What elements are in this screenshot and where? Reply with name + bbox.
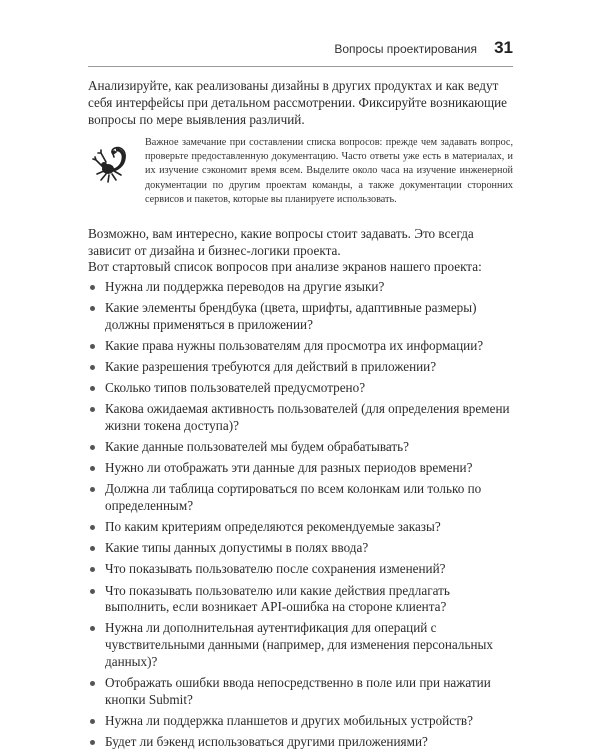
- bullet-icon: [90, 525, 95, 530]
- list-item: [88, 583, 513, 617]
- bullet-icon: [90, 466, 95, 471]
- paragraph-3: Вот стартовый список вопросов при анализе экранов нашего проекта:: [88, 259, 482, 274]
- list-item: [88, 439, 513, 456]
- bullet-icon: [90, 306, 95, 311]
- list-item-text: Какие данные пользователей мы будем обрабатывать?: [105, 439, 410, 455]
- bullet-icon: [90, 285, 95, 290]
- list-item-text: Должна ли таблица сортироваться по всем колонкам или только по определенным?: [105, 481, 482, 514]
- paragraph-2: Возможно, вам интересно, какие вопросы стоит задавать. Это всегда зависит от дизайна и бизнес-логики проекта.: [88, 226, 474, 259]
- list-item-text: Отображать ошибки ввода непосредственно в поле или при нажатии кнопки Submit?: [105, 675, 491, 707]
- list-item: [88, 359, 513, 376]
- bullet-icon: [90, 386, 95, 391]
- chapter-title: Вопросы проектирования: [334, 42, 477, 56]
- list-item: [88, 519, 513, 536]
- list-item: [88, 561, 513, 578]
- bullet-icon: [90, 546, 95, 551]
- list-item: [88, 481, 513, 515]
- list-item-text: Какие разрешения требуются для действий в приложении?: [105, 359, 437, 375]
- intro-paragraph: Анализируйте, как реализованы дизайны в других продуктах и как ведут себя интерфейсы при детальном рассмотрении. Фиксируйте возникающие вопросы по мере выявления различий.: [88, 78, 508, 128]
- list-item: [88, 540, 513, 557]
- list-item-text: По каким критериям определяются рекомендуемые заказы?: [105, 519, 441, 535]
- page-number: 31: [494, 38, 513, 57]
- bullet-icon: [90, 567, 95, 572]
- list-item: [88, 279, 513, 296]
- scorpion-icon: [88, 140, 134, 186]
- list-item-text: Какие типы данных допустимы в полях ввода?: [105, 540, 369, 556]
- list-item: [88, 460, 513, 477]
- list-item-text: Сколько типов пользователей предусмотрено?: [105, 380, 366, 396]
- questions-list: [88, 279, 513, 755]
- list-item: [88, 713, 513, 730]
- bullet-icon: [90, 626, 95, 631]
- list-item-text: Что показывать пользователю после сохранения изменений?: [105, 561, 446, 577]
- list-item-text: Какова ожидаемая активность пользователей (для определения времени жизни токена доступа)?: [105, 401, 510, 434]
- list-item-text: Какие элементы брендбука (цвета, шрифты, адаптивные размеры) должны применяться в приложении?: [105, 300, 477, 332]
- bullet-icon: [90, 740, 95, 745]
- bullet-icon: [90, 445, 95, 450]
- list-item: [88, 675, 513, 709]
- list-item: [88, 401, 513, 435]
- running-header: [88, 40, 513, 68]
- list-item: [88, 338, 513, 355]
- list-item-text: Нужна ли поддержка переводов на другие языки?: [105, 279, 385, 294]
- list-item: [88, 300, 513, 334]
- bullet-icon: [90, 487, 95, 492]
- bullet-icon: [90, 719, 95, 724]
- bullet-icon: [90, 365, 95, 370]
- header-divider: [88, 66, 513, 67]
- list-item: [88, 734, 513, 751]
- list-item-text: Что показывать пользователю или какие действия предлагать выполнить, если возникает API-ошибка на стороне клиента?: [105, 582, 450, 615]
- note-box: [88, 136, 513, 216]
- list-item-text: Какие права нужны пользователям для просмотра их информации?: [105, 337, 484, 353]
- bullet-icon: [90, 589, 95, 594]
- bullet-icon: [90, 344, 95, 349]
- list-item-text: Будет ли бэкенд использоваться другими приложениями?: [105, 734, 428, 750]
- list-item: [88, 620, 513, 670]
- list-item-text: Нужна ли поддержка планшетов и других мобильных устройств?: [105, 712, 473, 728]
- list-item-text: Нужна ли дополнительная аутентификация для операций с чувствительными данными (например, для изменения персональных данных)?: [105, 620, 493, 669]
- note-text: Важное замечание при составлении списка вопросов: прежде чем задавать вопрос, проверьте предоставленную документацию. Часто ответы уже есть в материалах, и их изучение сэкономит время всем. Выделите около часа на изучение инженерной документации по другим проектам команды, а также документации сторонних сервисов и пакетов, которые вы планируете использовать.: [145, 137, 513, 205]
- bullet-icon: [90, 407, 95, 412]
- list-item: [88, 380, 513, 397]
- list-item-text: Нужно ли отображать эти данные для разных периодов времени?: [105, 460, 473, 476]
- bullet-icon: [90, 681, 95, 686]
